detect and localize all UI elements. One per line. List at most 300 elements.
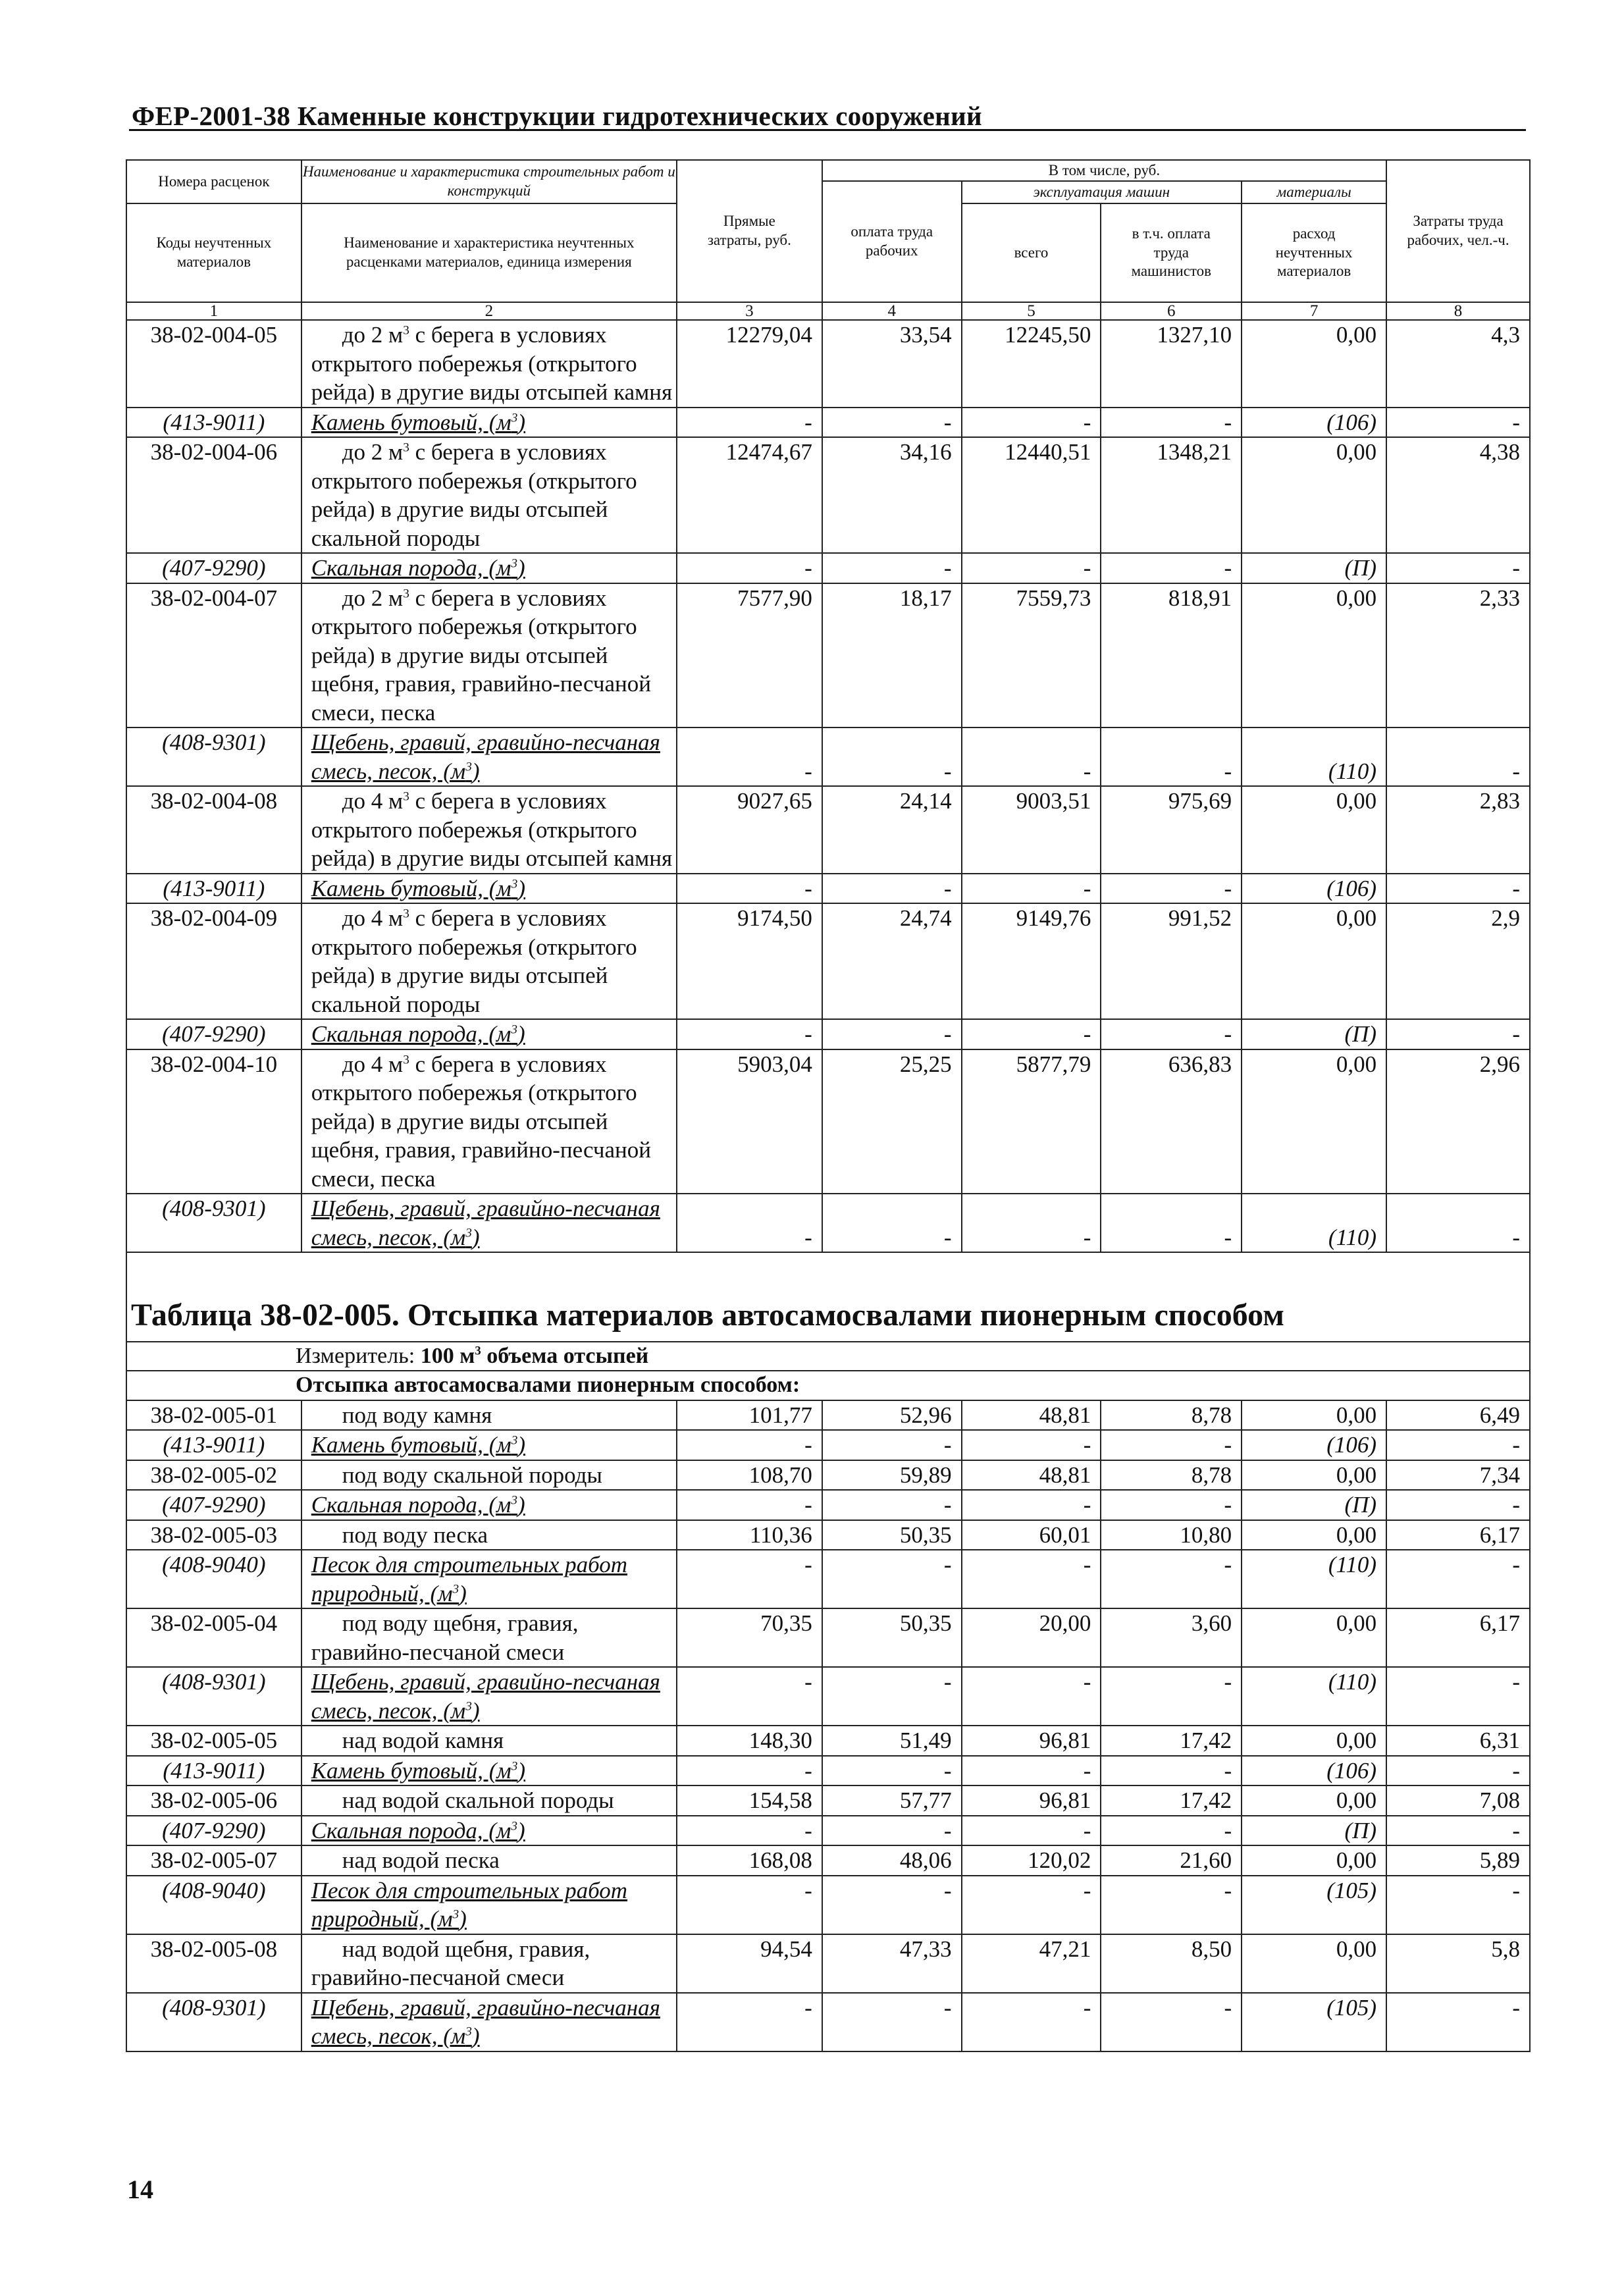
dash-cell: - (962, 1194, 1101, 1252)
value-materials: 0,00 (1242, 1608, 1386, 1667)
page-number: 14 (127, 2175, 153, 2204)
table-row (126, 1049, 1530, 1194)
material-description (311, 1994, 676, 2051)
table-row (126, 437, 1530, 553)
dash-cell: - (962, 1876, 1101, 1934)
material-name-text: Щебень, гравий, гравийно-песчаная смесь, песок, (м (311, 729, 660, 784)
material-name (311, 1878, 627, 1932)
material-row (126, 1550, 1530, 1608)
dash-cell: - (677, 1816, 822, 1846)
dash-cell: - (1386, 1993, 1530, 2051)
dash-cell: - (677, 1430, 822, 1460)
unit-superscript: 3 (465, 2024, 472, 2039)
dash-cell: - (962, 1993, 1101, 2051)
measure-row (126, 1342, 1530, 1371)
material-description-cell (301, 874, 677, 904)
material-code (126, 1550, 301, 1608)
rate-code: 38-02-004-06 (150, 439, 278, 465)
material-name-text: Щебень, гравий, гравийно-песчаная смесь, песок, (м (311, 1196, 660, 1250)
dash-cell: - (1101, 553, 1242, 583)
material-code-text: (408-9040) (162, 1877, 266, 1903)
page-header-title: ФЕР-2001-38 Каменные конструкции гидротехнических сооружений (132, 101, 982, 131)
dash-cell: - (822, 1550, 962, 1608)
material-description (311, 1194, 676, 1252)
value-hours: 2,9 (1386, 903, 1530, 1019)
unit-superscript: 3 (403, 586, 409, 600)
material-code (126, 1490, 301, 1520)
column-number: 6 (1101, 302, 1242, 320)
value-hours: 7,34 (1386, 1460, 1530, 1491)
description-text: с берега в условиях открытого побережья (открытого рейда) в другие виды отсыпей скальной породы (311, 439, 637, 551)
table-row (126, 1726, 1530, 1756)
measure-value: 100 м (420, 1343, 475, 1368)
material-consumption: (106) (1242, 408, 1386, 438)
header-col8: Затраты труда рабочих, чел.-ч. (1386, 160, 1530, 302)
dash-cell: - (822, 408, 962, 438)
value-direct: 9174,50 (677, 903, 822, 1019)
unit-superscript: 3 (403, 789, 409, 804)
value-direct: 5903,04 (677, 1049, 822, 1194)
material-description-cell (301, 1667, 677, 1726)
material-consumption: (П) (1242, 1490, 1386, 1520)
material-consumption: (106) (1242, 1430, 1386, 1460)
material-code-text: (413-9011) (163, 1432, 265, 1458)
value-materials: 0,00 (1242, 786, 1386, 874)
work-description (311, 584, 676, 727)
description-text: до 4 м (342, 905, 404, 931)
dash-cell: - (1386, 1194, 1530, 1252)
value-mach-labor: 17,42 (1101, 1726, 1242, 1756)
material-consumption: (106) (1242, 1756, 1386, 1786)
rate-code: 38-02-004-08 (150, 788, 278, 814)
material-description (311, 1491, 676, 1520)
material-row (126, 1756, 1530, 1786)
dash-cell: - (962, 1756, 1101, 1786)
material-description-cell (301, 1550, 677, 1608)
description-text: с берега в условиях открытого побережья (открытого рейда) в другие виды отсыпей щебня, гравия, гравийно-песчаной смеси, песка (311, 585, 651, 726)
dash-cell: - (962, 727, 1101, 786)
dash-cell: - (962, 1667, 1101, 1726)
material-row (126, 874, 1530, 904)
work-description: над водой щебня, гравия, гравийно-песчаной смеси (311, 1936, 590, 1991)
material-description (311, 874, 676, 903)
material-name-text: ) (517, 1757, 526, 1784)
table-row (126, 1460, 1530, 1491)
value-mach-total: 5877,79 (962, 1049, 1101, 1194)
value-labor: 24,14 (822, 786, 962, 874)
material-name-text: Скальная порода, (м (311, 1817, 511, 1843)
value-direct: 110,36 (677, 1520, 822, 1550)
table-row (126, 583, 1530, 728)
value-materials: 0,00 (1242, 903, 1386, 1019)
work-description: под воду песка (342, 1521, 488, 1548)
rate-code-cell (126, 903, 301, 1019)
work-description-cell (301, 583, 677, 728)
dash-cell: - (1386, 1430, 1530, 1460)
value-mach-total: 20,00 (962, 1608, 1101, 1667)
dash-cell: - (1101, 874, 1242, 904)
material-row (126, 1194, 1530, 1252)
rate-code-cell (126, 583, 301, 728)
dash-cell: - (822, 1194, 962, 1252)
rate-code-cell (126, 320, 301, 408)
material-description (311, 1020, 676, 1049)
value-hours: 2,96 (1386, 1049, 1530, 1194)
value-hours: 7,08 (1386, 1785, 1530, 1816)
unit-superscript: 3 (465, 1699, 472, 1713)
work-description (311, 1050, 676, 1194)
material-name (311, 876, 525, 901)
header-col3: Прямые затраты, руб. (677, 160, 822, 302)
material-description-cell (301, 1490, 677, 1520)
rate-code-cell: 38-02-005-05 (126, 1726, 301, 1756)
material-description (311, 728, 676, 785)
material-description-cell (301, 1430, 677, 1460)
value-direct: 101,77 (677, 1400, 822, 1431)
value-mach-labor: 1348,21 (1101, 437, 1242, 553)
dash-cell: - (1101, 1993, 1242, 2051)
column-number: 3 (677, 302, 822, 320)
column-number: 7 (1242, 302, 1386, 320)
value-hours: 6,17 (1386, 1608, 1530, 1667)
unit-superscript: 3 (511, 876, 518, 891)
column-number: 1 (126, 302, 301, 320)
value-hours: 6,31 (1386, 1726, 1530, 1756)
header-col1-top: Номера расценок (126, 160, 301, 203)
material-name-text: Щебень, гравий, гравийно-песчаная смесь, песок, (м (311, 1669, 660, 1724)
dash-cell: - (677, 874, 822, 904)
column-number: 5 (962, 302, 1101, 320)
dash-cell: - (822, 1876, 962, 1934)
dash-cell: - (822, 1993, 962, 2051)
measure-label: Измеритель: (296, 1343, 421, 1368)
dash-cell: - (822, 1756, 962, 1786)
dash-cell: - (677, 1667, 822, 1726)
rate-code-cell (126, 437, 301, 553)
description-text: до 4 м (342, 788, 404, 814)
material-row (126, 1430, 1530, 1460)
dash-cell: - (677, 1756, 822, 1786)
dash-cell: - (1101, 1876, 1242, 1934)
dash-cell: - (1101, 1667, 1242, 1726)
dash-cell: - (962, 1430, 1101, 1460)
header-col2-top: Наименование и характеристика строительных работ и конструкций (301, 160, 677, 203)
material-name-text: Камень бутовый, (м (311, 1757, 511, 1784)
material-name-text: ) (471, 1697, 480, 1724)
dash-cell: - (677, 1876, 822, 1934)
material-code-text: (413-9011) (163, 409, 265, 435)
unit-superscript: 3 (465, 1225, 472, 1240)
dash-cell: - (1386, 1816, 1530, 1846)
work-description (311, 438, 676, 552)
value-mach-total: 9149,76 (962, 903, 1101, 1019)
value-direct: 7577,90 (677, 583, 822, 728)
material-code-text: (407-9290) (162, 1817, 266, 1843)
rate-code: 38-02-004-07 (150, 585, 278, 611)
dash-cell: - (822, 1816, 962, 1846)
rate-code: 38-02-004-09 (150, 905, 278, 931)
material-code (126, 408, 301, 438)
dash-cell: - (1101, 1756, 1242, 1786)
unit-superscript: 3 (511, 1818, 518, 1833)
header-col6: в т.ч. оплата труда машинистов (1101, 203, 1242, 302)
material-description (311, 1876, 676, 1934)
section-title-row (126, 1292, 1530, 1342)
dash-cell: - (677, 1019, 822, 1049)
material-consumption: (110) (1242, 1667, 1386, 1726)
unit-superscript: 3 (452, 1907, 459, 1922)
rates-table (126, 159, 1531, 2052)
value-hours: 5,89 (1386, 1845, 1530, 1876)
table-row (126, 903, 1530, 1019)
header-col7: расход неучтенных материалов (1242, 203, 1386, 302)
material-code (126, 727, 301, 786)
material-description (311, 1431, 676, 1460)
value-labor: 51,49 (822, 1726, 962, 1756)
value-mach-total: 48,81 (962, 1460, 1101, 1491)
value-hours: 4,38 (1386, 437, 1530, 553)
work-description: над водой песка (342, 1847, 500, 1874)
value-labor: 47,33 (822, 1934, 962, 1993)
spacer-cell (126, 1252, 1530, 1292)
value-labor: 59,89 (822, 1460, 962, 1491)
header-col1-bottom: Коды неучтенных материалов (126, 203, 301, 302)
value-mach-labor: 818,91 (1101, 583, 1242, 728)
description-text: с берега в условиях открытого побережья (открытого рейда) в другие виды отсыпей щебня, гравия, гравийно-песчаной смеси, песка (311, 1051, 651, 1192)
material-name-text: ) (517, 1492, 525, 1518)
work-description: над водой камня (342, 1728, 504, 1754)
description-text: с берега в условиях открытого побережья (открытого рейда) в другие виды отсыпей камня (311, 322, 673, 405)
unit-superscript: 3 (403, 907, 409, 921)
work-description: над водой скальной породы (342, 1787, 614, 1814)
material-code (126, 1993, 301, 2051)
work-description (311, 787, 676, 873)
material-name-text: ) (517, 409, 526, 435)
value-mach-total: 12245,50 (962, 320, 1101, 408)
rate-code-cell: 38-02-005-03 (126, 1520, 301, 1550)
value-mach-labor: 21,60 (1101, 1845, 1242, 1876)
material-name-text: ) (471, 2023, 480, 2049)
material-name-text: Камень бутовый, (м (311, 409, 511, 435)
header-rule (129, 129, 1526, 131)
value-mach-total: 47,21 (962, 1934, 1101, 1993)
work-description-cell (301, 1845, 677, 1876)
value-labor: 24,74 (822, 903, 962, 1019)
material-row (126, 1816, 1530, 1846)
material-name-text: ) (459, 1906, 467, 1932)
material-code (126, 874, 301, 904)
material-code-text: (408-9301) (162, 1669, 266, 1695)
material-row (126, 408, 1530, 438)
dash-cell: - (962, 1816, 1101, 1846)
work-description-cell (301, 1460, 677, 1491)
dash-cell: - (1386, 1667, 1530, 1726)
material-row (126, 1490, 1530, 1520)
section-title: Таблица 38-02-005. Отсыпка материалов автосамосвалами пионерным способом (126, 1292, 1530, 1342)
material-code-text: (413-9011) (163, 1757, 265, 1784)
material-code (126, 1430, 301, 1460)
material-name-text: ) (517, 1021, 525, 1047)
material-description-cell (301, 1876, 677, 1934)
dash-cell: - (822, 1490, 962, 1520)
value-labor: 52,96 (822, 1400, 962, 1431)
value-hours: 5,8 (1386, 1934, 1530, 1993)
table-row (126, 1400, 1530, 1431)
material-name-text: Песок для строительных работ природный, (м (311, 1552, 628, 1606)
dash-cell: - (962, 874, 1101, 904)
dash-cell: - (677, 1993, 822, 2051)
value-direct: 12279,04 (677, 320, 822, 408)
material-row (126, 727, 1530, 786)
material-code (126, 1194, 301, 1252)
work-description-cell (301, 903, 677, 1019)
material-name-text: ) (471, 758, 480, 784)
material-description-cell (301, 553, 677, 583)
header-machines: эксплуатация машин (962, 181, 1242, 203)
work-description: под воду скальной породы (342, 1462, 602, 1488)
material-consumption: (П) (1242, 553, 1386, 583)
work-description-cell (301, 437, 677, 553)
value-materials: 0,00 (1242, 583, 1386, 728)
value-direct: 148,30 (677, 1726, 822, 1756)
rate-code-cell: 38-02-005-08 (126, 1934, 301, 1993)
column-numbers-row (126, 302, 1530, 320)
unit-superscript: 3 (465, 759, 472, 774)
material-code-text: (408-9301) (162, 1196, 266, 1221)
material-description (311, 1816, 676, 1845)
column-number: 8 (1386, 302, 1530, 320)
material-name (311, 1669, 660, 1724)
material-description (311, 554, 676, 583)
work-description: под воду камня (342, 1402, 492, 1428)
work-description: под воду щебня, гравия, гравийно-песчаной смеси (311, 1610, 579, 1665)
dash-cell: - (1101, 1550, 1242, 1608)
measure-value: объема отсыпей (481, 1343, 649, 1368)
material-row (126, 1993, 1530, 2051)
dash-cell: - (962, 1019, 1101, 1049)
value-materials: 0,00 (1242, 1460, 1386, 1491)
value-hours: 2,33 (1386, 583, 1530, 728)
unit-superscript: 3 (452, 1581, 459, 1596)
value-labor: 50,35 (822, 1520, 962, 1550)
material-name-text: ) (517, 1432, 526, 1458)
work-description (311, 904, 676, 1018)
work-description-cell (301, 1934, 677, 1993)
dash-cell: - (1101, 727, 1242, 786)
material-code-text: (407-9290) (162, 1492, 266, 1518)
material-row (126, 1876, 1530, 1934)
material-name-text: ) (471, 1224, 480, 1250)
header-col5: всего (962, 203, 1101, 302)
material-consumption: (106) (1242, 874, 1386, 904)
material-code-text: (408-9301) (162, 1994, 266, 2021)
value-hours: 2,83 (1386, 786, 1530, 874)
material-name-text: ) (517, 555, 525, 581)
dash-cell: - (1386, 874, 1530, 904)
header-row-1 (126, 160, 1530, 181)
value-labor: 57,77 (822, 1785, 962, 1816)
measure-line (126, 1342, 1530, 1371)
table-row (126, 786, 1530, 874)
dash-cell: - (1101, 1194, 1242, 1252)
dash-cell: - (822, 727, 962, 786)
material-name-text: Щебень, гравий, гравийно-песчаная смесь, песок, (м (311, 1994, 660, 2049)
column-number: 4 (822, 302, 962, 320)
value-mach-labor: 1327,10 (1101, 320, 1242, 408)
dash-cell: - (1386, 553, 1530, 583)
work-description (311, 321, 676, 407)
rate-code: 38-02-004-05 (150, 322, 278, 348)
material-code (126, 1756, 301, 1786)
value-materials: 0,00 (1242, 1934, 1386, 1993)
material-consumption: (110) (1242, 727, 1386, 786)
unit-superscript: 3 (475, 1344, 481, 1358)
material-description-cell (301, 1816, 677, 1846)
description-text: до 2 м (342, 585, 404, 611)
work-description-cell (301, 1400, 677, 1431)
material-consumption: (110) (1242, 1194, 1386, 1252)
value-materials: 0,00 (1242, 1400, 1386, 1431)
dash-cell: - (962, 553, 1101, 583)
value-mach-total: 60,01 (962, 1520, 1101, 1550)
value-labor: 33,54 (822, 320, 962, 408)
value-hours: 6,49 (1386, 1400, 1530, 1431)
description-text: с берега в условиях открытого побережья (открытого рейда) в другие виды отсыпей скальной породы (311, 905, 637, 1017)
material-code-text: (413-9011) (163, 875, 265, 901)
value-direct: 70,35 (677, 1608, 822, 1667)
header-col2-bottom: Наименование и характеристика неучтенных расценками материалов, единица измерения (301, 203, 677, 302)
material-description (311, 1550, 676, 1608)
material-name (311, 410, 525, 435)
dash-cell: - (822, 1430, 962, 1460)
unit-superscript: 3 (403, 440, 409, 455)
material-consumption: (105) (1242, 1993, 1386, 2051)
work-description-cell (301, 1520, 677, 1550)
description-text: до 4 м (342, 1051, 404, 1077)
rate-code-cell: 38-02-005-07 (126, 1845, 301, 1876)
dash-cell: - (1386, 1550, 1530, 1608)
material-name (311, 1196, 660, 1250)
material-name-text: Скальная порода, (м (311, 555, 511, 581)
material-code-text: (408-9301) (162, 729, 266, 755)
value-direct: 154,58 (677, 1785, 822, 1816)
material-description (311, 1757, 676, 1785)
value-mach-labor: 8,78 (1101, 1400, 1242, 1431)
value-mach-labor: 975,69 (1101, 786, 1242, 874)
dash-cell: - (962, 1550, 1101, 1608)
unit-superscript: 3 (511, 1433, 518, 1448)
unit-superscript: 3 (511, 556, 518, 571)
work-description-cell (301, 320, 677, 408)
value-materials: 0,00 (1242, 1520, 1386, 1550)
value-mach-labor: 3,60 (1101, 1608, 1242, 1667)
material-name-text: ) (517, 875, 526, 901)
material-name (311, 1818, 525, 1843)
dash-cell: - (1386, 408, 1530, 438)
header-materials: материалы (1242, 181, 1386, 203)
material-description-cell (301, 1019, 677, 1049)
work-description-cell (301, 786, 677, 874)
material-row (126, 1019, 1530, 1049)
material-code-text: (407-9290) (162, 555, 266, 581)
value-mach-total: 48,81 (962, 1400, 1101, 1431)
dash-cell: - (1386, 1019, 1530, 1049)
unit-superscript: 3 (511, 1758, 518, 1773)
dash-cell: - (1101, 1019, 1242, 1049)
material-name (311, 1021, 525, 1047)
rate-code: 38-02-004-10 (150, 1051, 278, 1077)
material-name (311, 1492, 525, 1518)
